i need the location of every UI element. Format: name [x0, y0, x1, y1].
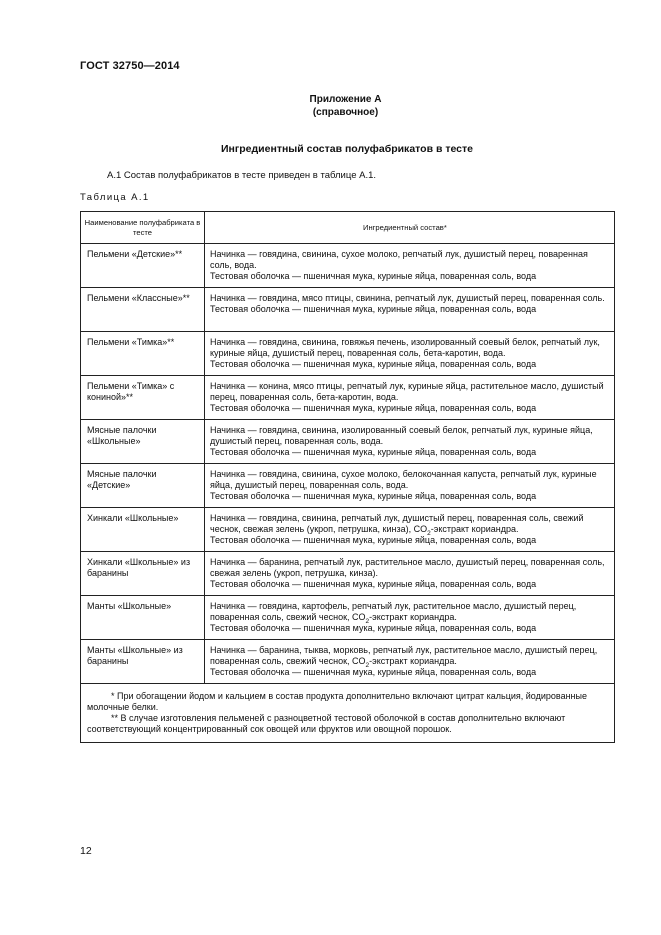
header-ingredients: Ингредиентный состав*: [205, 212, 615, 244]
filling-text-tail: -экстракт кориандра.: [369, 656, 457, 666]
table-row: [81, 552, 615, 596]
product-name: Пельмени «Детские»**: [81, 244, 205, 288]
filling-text-main: Начинка — говядина, свинина, репчатый лук, душистый перец, поваренная соль, свежий чеснок, свежая зелень (укроп, петрушка, кинза), CO: [210, 513, 584, 534]
filling-text-main: Начинка — говядина, картофель, репчатый лук, растительное масло, душистый перец, поваренная соль, свежий чеснок, CO: [210, 601, 577, 622]
ingredients-cell: [205, 244, 615, 288]
subscript: 2: [427, 529, 431, 537]
table-row: [81, 508, 615, 552]
casing-text: Тестовая оболочка — пшеничная мука, куриные яйца, поваренная соль, вода: [210, 579, 537, 589]
product-name: Мясные палочки «Школьные»: [81, 420, 205, 464]
ingredients-table: [80, 211, 615, 743]
casing-text: Тестовая оболочка — пшеничная мука, куриные яйца, поваренная соль, вода: [210, 359, 537, 369]
table-row: [81, 244, 615, 288]
casing-text: Тестовая оболочка — пшеничная мука, куриные яйца, поваренная соль, вода: [210, 447, 537, 457]
table-row: [81, 288, 615, 332]
page-number: 12: [80, 845, 92, 857]
footnote: * При обогащении йодом и кальцием в состав продукта дополнительно включают цитрат кальция, йодированные молочные белки.: [87, 691, 587, 712]
ingredients-cell: [205, 288, 615, 332]
filling-text: [210, 645, 609, 667]
ingredients-cell: [205, 464, 615, 508]
filling-text-main: Начинка — баранина, тыква, морковь, репчатый лук, растительное масло, душистый перец, поваренная соль, свежий чеснок, CO: [210, 645, 598, 666]
filling-text: Начинка — конина, мясо птицы, репчатый лук, куриные яйца, растительное масло, душистый перец, поваренная соль, бета-каротин, вода.: [210, 381, 604, 402]
filling-text: Начинка — говядина, свинина, изолированный соевый белок, репчатый лук, куриные яйца, душистый перец, поваренная соль, вода.: [210, 425, 593, 446]
product-name: Манты «Школьные»: [81, 596, 205, 640]
ingredients-cell: [205, 552, 615, 596]
product-name: Манты «Школьные» из баранины: [81, 640, 205, 684]
ingredients-cell: [205, 332, 615, 376]
product-name: Хинкали «Школьные»: [81, 508, 205, 552]
filling-text: [210, 601, 609, 623]
table-row: [81, 376, 615, 420]
footnote: ** В случае изготовления пельменей с разноцветной тестовой оболочкой в состав дополнительно включают соответствующий концентрированный сок овощей или фруктов или овощной порошок.: [87, 713, 566, 734]
table-row: [81, 464, 615, 508]
header-product-name: Наименование полуфабриката в тесте: [81, 212, 205, 244]
footnotes-cell: [81, 684, 615, 743]
footnotes-row: [81, 684, 615, 743]
table-row: [81, 596, 615, 640]
subscript: 2: [365, 661, 370, 669]
filling-text: Начинка — говядина, мясо птицы, свинина, репчатый лук, душистый перец, поваренная соль.: [210, 293, 605, 303]
document-code: ГОСТ 32750—2014: [80, 60, 180, 72]
product-name: Пельмени «Тимка»**: [81, 332, 205, 376]
table-row: [81, 420, 615, 464]
filling-text: [210, 513, 609, 535]
product-name: Мясные палочки «Детские»: [81, 464, 205, 508]
product-name: Хинкали «Школьные» из баранины: [81, 552, 205, 596]
ingredients-cell: [205, 508, 615, 552]
casing-text: Тестовая оболочка — пшеничная мука, куриные яйца, поваренная соль, вода: [210, 491, 537, 501]
ingredients-cell: [205, 596, 615, 640]
casing-text: Тестовая оболочка — пшеничная мука, куриные яйца, поваренная соль, вода: [210, 271, 537, 281]
filling-text-tail: -экстракт кориандра.: [430, 524, 519, 534]
filling-text: Начинка — говядина, свинина, сухое молоко, репчатый лук, душистый перец, поваренная соль, вода.: [210, 249, 588, 270]
product-name: Пельмени «Классные»**: [81, 288, 205, 332]
ingredients-cell: [205, 420, 615, 464]
appendix-title: Приложение А: [309, 94, 382, 105]
ingredients-cell: [205, 640, 615, 684]
casing-text: Тестовая оболочка — пшеничная мука, куриные яйца, поваренная соль, вода: [210, 403, 537, 413]
intro-paragraph: А.1 Состав полуфабрикатов в тесте приведен в таблице А.1.: [107, 170, 377, 181]
appendix-heading: [0, 93, 661, 119]
product-name: Пельмени «Тимка» с кониной»**: [81, 376, 205, 420]
filling-text: Начинка — баранина, репчатый лук, растительное масло, душистый перец, поваренная соль, свежая зелень (укроп, петрушка, кинза).: [210, 557, 605, 578]
subscript: 2: [365, 617, 370, 625]
ingredients-cell: [205, 376, 615, 420]
table-row: [81, 640, 615, 684]
section-title: Ингредиентный состав полуфабрикатов в тесте: [221, 143, 473, 155]
filling-text: Начинка — говядина, свинина, сухое молоко, белокочанная капуста, репчатый лук, куриные яйца, душистый перец, поваренная соль, вода.: [210, 469, 597, 490]
filling-text: Начинка — говядина, свинина, говяжья печень, изолированный соевый белок, репчатый лук, куриные яйца, душистый перец, поваренная соль, бета-каротин, вода.: [210, 337, 600, 358]
table-caption: Таблица А.1: [80, 192, 150, 203]
appendix-note: (справочное): [312, 107, 379, 118]
table-row: [81, 332, 615, 376]
casing-text: Тестовая оболочка — пшеничная мука, куриные яйца, поваренная соль, вода: [210, 304, 537, 314]
filling-text-tail: -экстракт кориандра.: [369, 612, 457, 622]
casing-text: Тестовая оболочка — пшеничная мука, куриные яйца, поваренная соль, вода: [210, 535, 537, 545]
casing-text: Тестовая оболочка — пшеничная мука, куриные яйца, поваренная соль, вода: [210, 667, 537, 677]
table-header-row: [81, 212, 615, 244]
casing-text: Тестовая оболочка — пшеничная мука, куриные яйца, поваренная соль, вода: [210, 623, 537, 633]
